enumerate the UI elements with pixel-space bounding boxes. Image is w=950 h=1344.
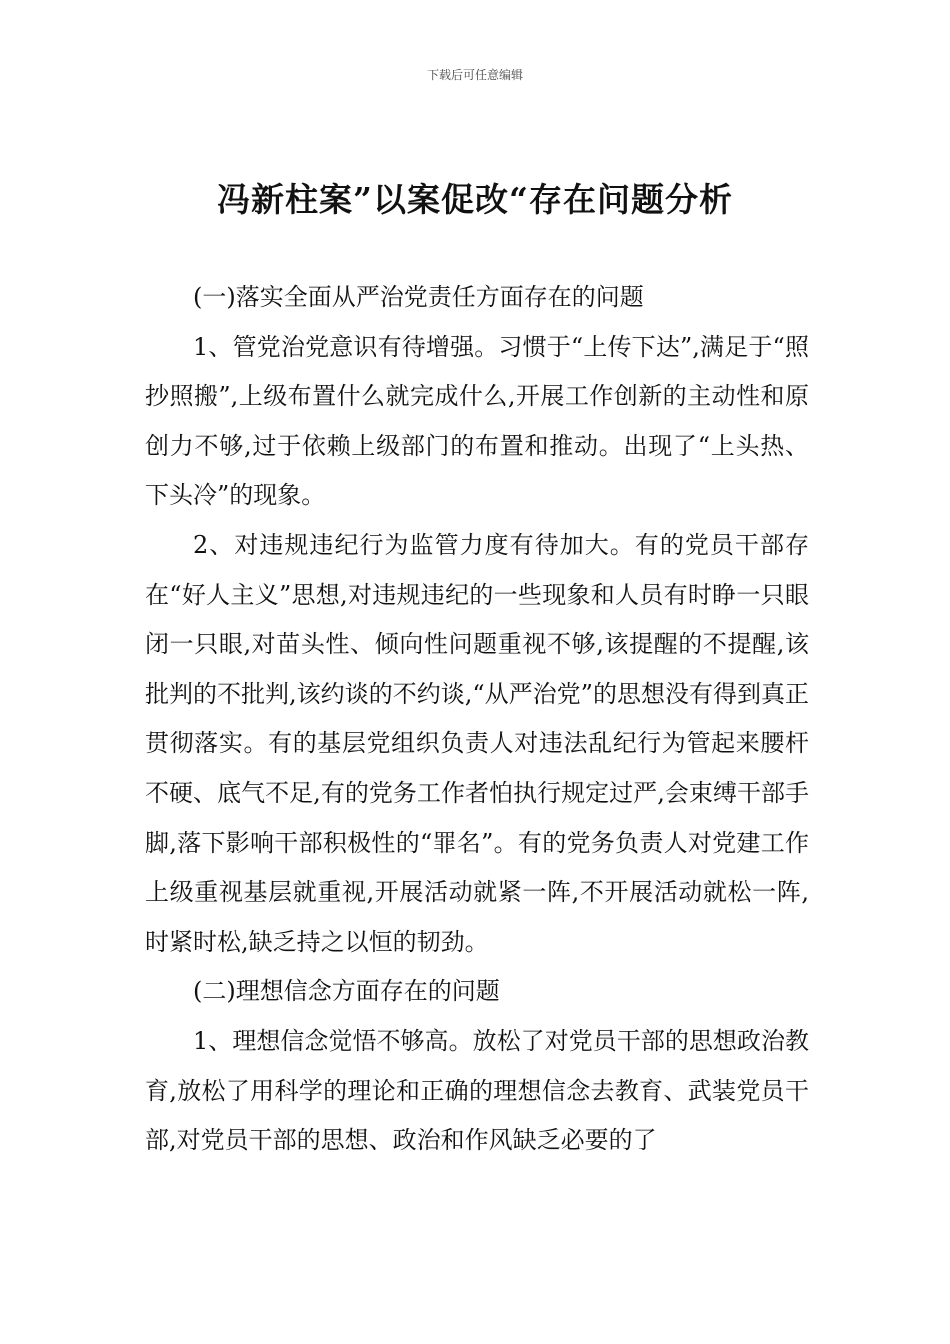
section-heading-2: (二)理想信念方面存在的问题 <box>193 977 500 1006</box>
header-note: 下载后可任意编辑 <box>426 68 523 82</box>
paragraph-2-1: 1、理想信念觉悟不够高。放松了对党员干部的思想政治教育,放松了用科学的理论和正确的理想信念去教育、武装党员干部,对党员干部的思想、政治和作风缺乏必要的了 <box>145 1026 809 1155</box>
document-title: 冯新柱案”以案促改“存在问题分析 <box>217 180 733 219</box>
document-body <box>145 273 809 1166</box>
section-heading-1: (一)落实全面从严治党责任方面存在的问题 <box>193 283 644 311</box>
paragraph-1-2: 2、对违规违纪行为监管力度有待加大。有的党员干部存在“好人主义”思想,对违规违纪的一些现象和人员有时睁一只眼闭一只眼,对苗头性、倾向性问题重视不够,该提醒的不提醒,该批判的不批判,该约谈的不约谈,“从严治党”的思想没有得到真正贯彻落实。有的基层党组织负责人对违法乱纪行为管起来腰杆不硬、底气不足,有的党务工作者怕执行规定过严,会束缚干部手脚,落下影响干部积极性的“罪名”。有的党务负责人对党建工作上级重视基层就重视,开展活动就紧一阵,不开展活动就松一阵,时紧时松,缺乏持之以恒的韧劲。 <box>145 530 809 956</box>
paragraph-1-1: 1、管党治党意识有待增强。习惯于“上传下达”,满足于“照抄照搬”,上级布置什么就完成什么,开展工作创新的主动性和原创力不够,过于依赖上级部门的布置和推动。出现了“上头热、下头冷”的现象。 <box>145 332 809 510</box>
